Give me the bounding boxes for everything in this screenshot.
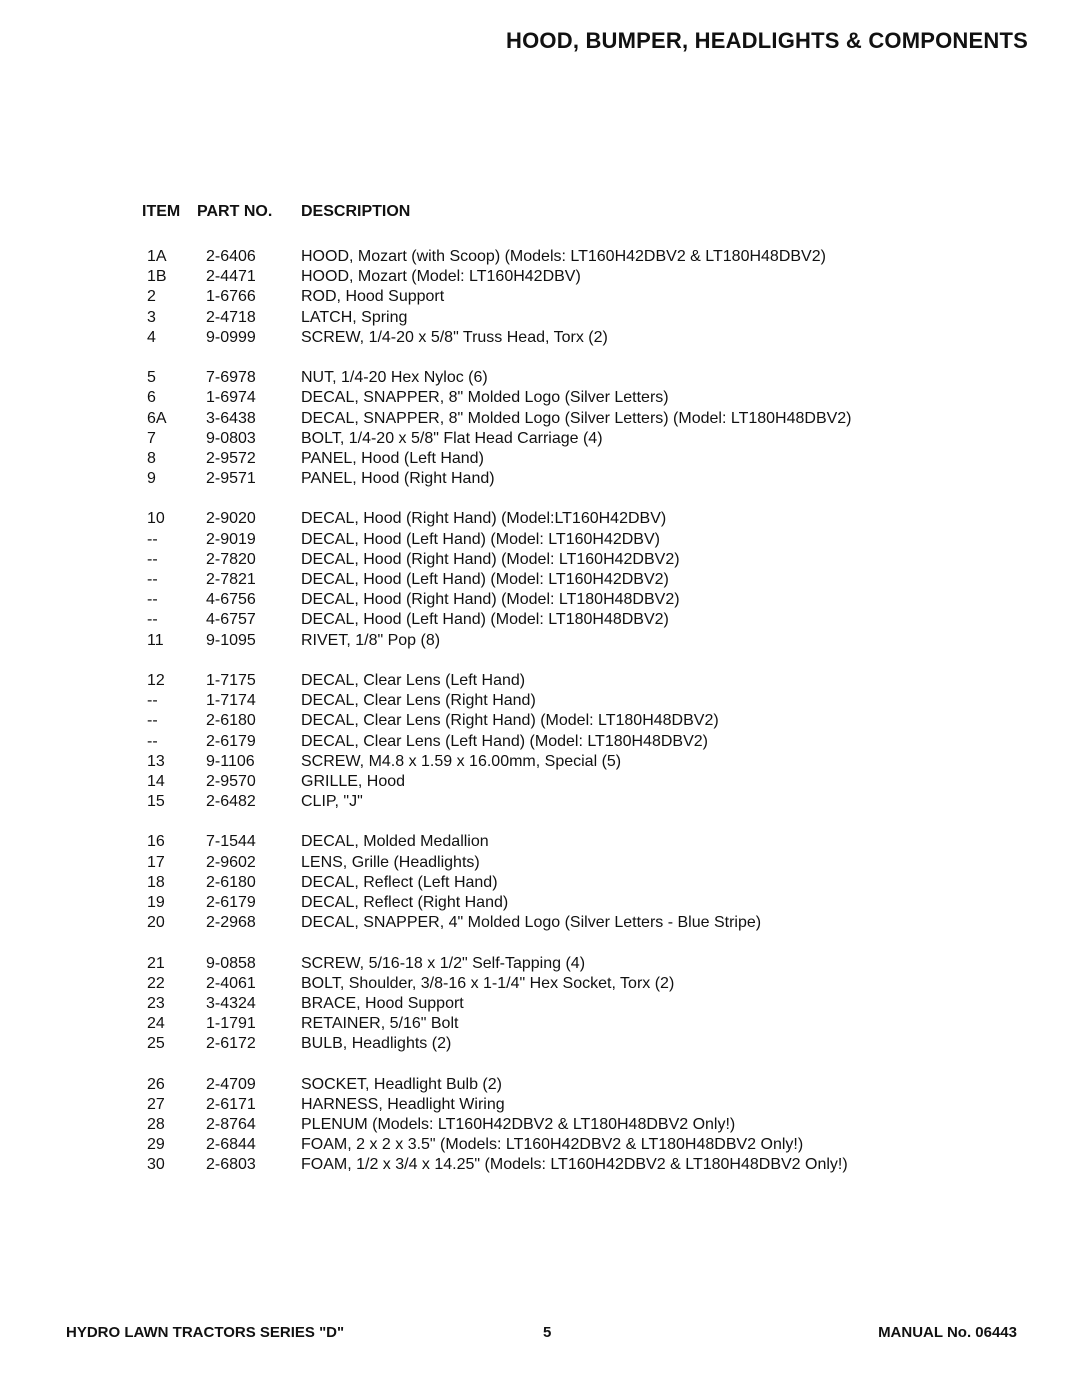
item-number: 11 bbox=[147, 631, 164, 649]
item-number: 3 bbox=[147, 308, 156, 326]
table-row bbox=[0, 509, 1080, 529]
part-description: GRILLE, Hood bbox=[301, 772, 406, 790]
table-row bbox=[0, 913, 1080, 933]
part-number: 2-6172 bbox=[206, 1035, 256, 1053]
manual-number: MANUAL No. 06443 bbox=[878, 1324, 1017, 1341]
part-description: HOOD, Mozart (with Scoop) (Models: LT160H42DBV2 & LT180H48DBV2) bbox=[301, 248, 826, 265]
column-header-item: ITEM bbox=[142, 203, 181, 220]
table-row bbox=[0, 873, 1080, 893]
part-description: DECAL, Hood (Left Hand) (Model: LT160H42DBV2) bbox=[301, 571, 669, 588]
parts-list bbox=[0, 247, 1080, 1196]
part-description: DECAL, SNAPPER, 8" Molded Logo (Silver Letters) bbox=[301, 389, 669, 407]
table-row bbox=[0, 792, 1080, 812]
item-number: -- bbox=[147, 692, 158, 710]
part-number: 1-6766 bbox=[206, 288, 256, 306]
part-number: 2-9572 bbox=[206, 449, 256, 467]
column-header-description: DESCRIPTION bbox=[301, 203, 411, 220]
parts-group bbox=[0, 671, 1080, 812]
part-number: 7-1544 bbox=[206, 833, 256, 851]
item-number: 8 bbox=[147, 449, 156, 467]
table-row bbox=[0, 469, 1080, 489]
item-number: 2 bbox=[147, 288, 156, 306]
table-row bbox=[0, 671, 1080, 691]
parts-group bbox=[0, 832, 1080, 933]
table-row bbox=[0, 409, 1080, 429]
part-number: 2-8764 bbox=[206, 1116, 256, 1134]
table-row bbox=[0, 954, 1080, 974]
part-description: CLIP, "J" bbox=[301, 793, 363, 811]
item-number: 22 bbox=[147, 974, 165, 992]
table-row bbox=[0, 853, 1080, 873]
table-row bbox=[0, 550, 1080, 570]
part-number: 9-1106 bbox=[206, 752, 255, 770]
table-header bbox=[0, 203, 1080, 225]
table-row bbox=[0, 832, 1080, 852]
table-row bbox=[0, 1135, 1080, 1155]
item-number: 5 bbox=[147, 369, 156, 387]
item-number: 9 bbox=[147, 470, 156, 488]
table-row bbox=[0, 570, 1080, 590]
item-number: 6 bbox=[147, 389, 156, 407]
table-row bbox=[0, 530, 1080, 550]
part-description: DECAL, Clear Lens (Right Hand) (Model: LT180H48DBV2) bbox=[301, 712, 719, 730]
part-number: 4-6756 bbox=[206, 591, 256, 609]
table-row bbox=[0, 308, 1080, 328]
table-row bbox=[0, 711, 1080, 731]
item-number: 6A bbox=[147, 409, 167, 427]
item-number: 28 bbox=[147, 1116, 165, 1134]
item-number: -- bbox=[147, 712, 158, 730]
parts-group bbox=[0, 368, 1080, 489]
item-number: 16 bbox=[147, 833, 165, 851]
item-number: -- bbox=[147, 591, 158, 609]
parts-group bbox=[0, 247, 1080, 348]
item-number: 13 bbox=[147, 752, 165, 770]
part-description: HARNESS, Headlight Wiring bbox=[301, 1095, 505, 1113]
part-number: 3-6438 bbox=[206, 409, 256, 427]
part-description: DECAL, Clear Lens (Left Hand) bbox=[301, 671, 526, 689]
part-description: DECAL, Hood (Left Hand) (Model: LT160H42DBV) bbox=[301, 530, 660, 548]
part-description: SCREW, 1/4-20 x 5/8" Truss Head, Torx (2) bbox=[301, 328, 608, 346]
part-description: BOLT, 1/4-20 x 5/8" Flat Head Carriage (4) bbox=[301, 429, 603, 447]
part-number: 2-6179 bbox=[206, 894, 256, 911]
part-number: 2-6482 bbox=[206, 793, 256, 811]
table-row bbox=[0, 247, 1080, 267]
part-description: SCREW, M4.8 x 1.59 x 16.00mm, Special (5) bbox=[301, 752, 622, 770]
item-number: -- bbox=[147, 611, 158, 629]
part-description: LENS, Grille (Headlights) bbox=[301, 853, 480, 871]
part-description: PANEL, Hood (Left Hand) bbox=[301, 449, 484, 467]
table-row bbox=[0, 429, 1080, 449]
part-number: 2-6844 bbox=[206, 1136, 256, 1154]
part-description: PLENUM (Models: LT160H42DBV2 & LT180H48DBV2 Only!) bbox=[301, 1116, 736, 1134]
page-footer bbox=[0, 1324, 1080, 1344]
item-number: 12 bbox=[147, 671, 165, 689]
part-number: 1-6974 bbox=[206, 389, 256, 407]
part-number: 2-4718 bbox=[206, 308, 256, 326]
part-description: DECAL, SNAPPER, 4" Molded Logo (Silver Letters - Blue Stripe) bbox=[301, 914, 762, 932]
item-number: 30 bbox=[147, 1156, 165, 1174]
item-number: -- bbox=[147, 732, 158, 750]
item-number: 14 bbox=[147, 772, 165, 790]
table-row bbox=[0, 1095, 1080, 1115]
part-number: 4-6757 bbox=[206, 611, 256, 629]
table-row bbox=[0, 752, 1080, 772]
item-number: 24 bbox=[147, 1015, 165, 1033]
table-row bbox=[0, 1115, 1080, 1135]
part-number: 2-9019 bbox=[206, 530, 256, 548]
table-row bbox=[0, 449, 1080, 469]
part-number: 1-7174 bbox=[206, 692, 256, 710]
item-number: 1B bbox=[147, 268, 167, 286]
part-description: DECAL, Clear Lens (Left Hand) (Model: LT180H48DBV2) bbox=[301, 732, 708, 750]
part-description: FOAM, 1/2 x 3/4 x 14.25" (Models: LT160H42DBV2 & LT180H48DBV2 Only!) bbox=[301, 1156, 848, 1174]
part-description: DECAL, Reflect (Right Hand) bbox=[301, 894, 509, 911]
part-number: 1-7175 bbox=[206, 671, 256, 689]
item-number: 27 bbox=[147, 1095, 165, 1113]
parts-group bbox=[0, 1075, 1080, 1176]
page-number: 5 bbox=[543, 1324, 552, 1341]
table-row bbox=[0, 994, 1080, 1014]
part-description: SCREW, 5/16-18 x 1/2" Self-Tapping (4) bbox=[301, 954, 586, 972]
part-description: RETAINER, 5/16" Bolt bbox=[301, 1015, 459, 1033]
item-number: 4 bbox=[147, 328, 156, 346]
table-row bbox=[0, 368, 1080, 388]
part-description: DECAL, Hood (Left Hand) (Model: LT180H48DBV2) bbox=[301, 611, 669, 629]
part-number: 2-6179 bbox=[206, 732, 256, 750]
part-description: DECAL, Hood (Right Hand) (Model:LT160H42DBV) bbox=[301, 510, 667, 528]
part-number: 2-4471 bbox=[206, 268, 256, 286]
table-row bbox=[0, 287, 1080, 307]
item-number: 29 bbox=[147, 1136, 165, 1154]
part-description: DECAL, Clear Lens (Right Hand) bbox=[301, 692, 536, 710]
table-row bbox=[0, 893, 1080, 913]
column-header-part-no: PART NO. bbox=[197, 203, 273, 220]
item-number: 15 bbox=[147, 793, 165, 811]
table-row bbox=[0, 388, 1080, 408]
item-number: 25 bbox=[147, 1035, 165, 1053]
part-description: RIVET, 1/8" Pop (8) bbox=[301, 631, 441, 649]
table-row bbox=[0, 1034, 1080, 1054]
item-number: 10 bbox=[147, 510, 165, 528]
item-number: 20 bbox=[147, 914, 165, 932]
part-number: 9-0999 bbox=[206, 328, 256, 346]
part-number: 9-0803 bbox=[206, 429, 256, 447]
part-description: DECAL, Hood (Right Hand) (Model: LT160H42DBV2) bbox=[301, 550, 680, 568]
part-description: ROD, Hood Support bbox=[301, 288, 445, 306]
part-number: 9-1095 bbox=[206, 631, 256, 649]
table-row bbox=[0, 267, 1080, 287]
table-row bbox=[0, 772, 1080, 792]
item-number: 26 bbox=[147, 1075, 165, 1093]
parts-group bbox=[0, 509, 1080, 650]
table-row bbox=[0, 631, 1080, 651]
part-description: DECAL, Reflect (Left Hand) bbox=[301, 873, 498, 891]
item-number: 21 bbox=[147, 954, 165, 972]
item-number: -- bbox=[147, 530, 158, 548]
part-description: BULB, Headlights (2) bbox=[301, 1035, 452, 1053]
part-number: 2-6803 bbox=[206, 1156, 256, 1174]
page-title: HOOD, BUMPER, HEADLIGHTS & COMPONENTS bbox=[506, 28, 1028, 53]
item-number: 19 bbox=[147, 894, 165, 911]
part-description: BOLT, Shoulder, 3/8-16 x 1-1/4" Hex Socket, Torx (2) bbox=[301, 974, 675, 992]
part-number: 2-2968 bbox=[206, 914, 256, 932]
part-description: DECAL, Hood (Right Hand) (Model: LT180H48DBV2) bbox=[301, 591, 680, 609]
part-description: DECAL, SNAPPER, 8" Molded Logo (Silver Letters) (Model: LT180H48DBV2) bbox=[301, 409, 852, 427]
part-number: 2-9020 bbox=[206, 510, 256, 528]
item-number: 23 bbox=[147, 994, 165, 1012]
part-number: 2-7821 bbox=[206, 571, 256, 588]
part-number: 2-4061 bbox=[206, 974, 256, 992]
table-row bbox=[0, 590, 1080, 610]
part-number: 9-0858 bbox=[206, 954, 256, 972]
table-row bbox=[0, 1155, 1080, 1175]
part-number: 2-6406 bbox=[206, 248, 256, 265]
part-number: 2-6171 bbox=[206, 1095, 256, 1113]
part-description: LATCH, Spring bbox=[301, 308, 408, 326]
part-number: 2-4709 bbox=[206, 1075, 256, 1093]
part-description: SOCKET, Headlight Bulb (2) bbox=[301, 1075, 502, 1093]
table-row bbox=[0, 1075, 1080, 1095]
part-number: 2-7820 bbox=[206, 550, 256, 568]
part-description: FOAM, 2 x 2 x 3.5" (Models: LT160H42DBV2 & LT180H48DBV2 Only!) bbox=[301, 1136, 804, 1154]
part-number: 1-1791 bbox=[206, 1015, 256, 1033]
table-row bbox=[0, 610, 1080, 630]
part-number: 3-4324 bbox=[206, 994, 256, 1012]
item-number: 17 bbox=[147, 853, 165, 871]
item-number: -- bbox=[147, 550, 158, 568]
part-description: PANEL, Hood (Right Hand) bbox=[301, 470, 495, 488]
table-row bbox=[0, 1014, 1080, 1034]
parts-group bbox=[0, 954, 1080, 1055]
table-row bbox=[0, 732, 1080, 752]
footer-series: HYDRO LAWN TRACTORS SERIES "D" bbox=[66, 1324, 345, 1341]
item-number: 18 bbox=[147, 873, 165, 891]
part-number: 2-9571 bbox=[206, 470, 256, 488]
table-row bbox=[0, 328, 1080, 348]
item-number: -- bbox=[147, 571, 158, 588]
part-description: NUT, 1/4-20 Hex Nyloc (6) bbox=[301, 369, 488, 387]
item-number: 7 bbox=[147, 429, 156, 447]
item-number: 1A bbox=[147, 248, 167, 265]
part-description: BRACE, Hood Support bbox=[301, 994, 464, 1012]
part-number: 2-6180 bbox=[206, 873, 256, 891]
part-number: 2-9570 bbox=[206, 772, 256, 790]
part-number: 2-6180 bbox=[206, 712, 256, 730]
table-row bbox=[0, 691, 1080, 711]
table-row bbox=[0, 974, 1080, 994]
part-description: HOOD, Mozart (Model: LT160H42DBV) bbox=[301, 268, 581, 286]
part-description: DECAL, Molded Medallion bbox=[301, 833, 489, 851]
part-number: 2-9602 bbox=[206, 853, 256, 871]
part-number: 7-6978 bbox=[206, 369, 256, 387]
